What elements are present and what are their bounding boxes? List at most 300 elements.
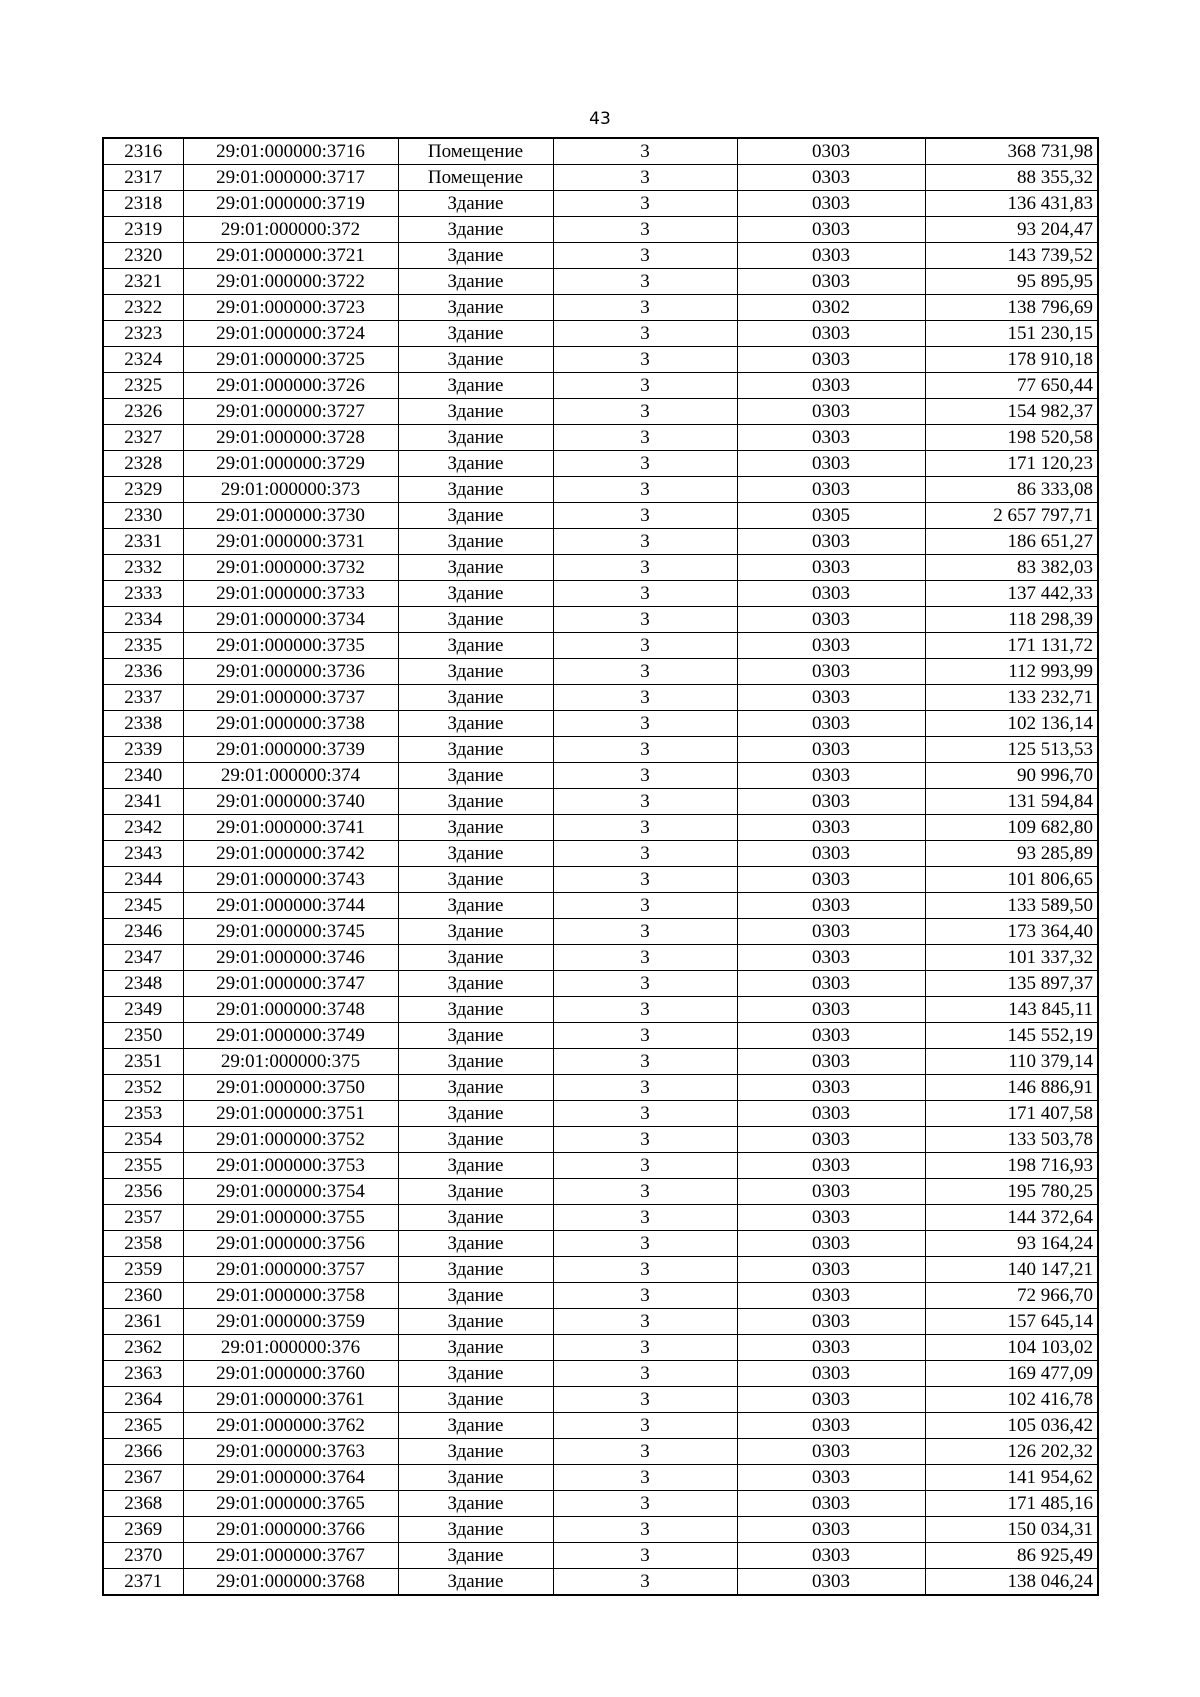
cadastral-number-cell: 29:01:000000:3748 — [183, 997, 398, 1023]
cadastral-number-cell: 29:01:000000:3742 — [183, 841, 398, 867]
cadastral-number-cell: 29:01:000000:3724 — [183, 321, 398, 347]
cadastral-value-cell: 171 120,23 — [925, 451, 1098, 477]
group-cell: 3 — [553, 1257, 737, 1283]
cadastral-value-cell: 144 372,64 — [925, 1205, 1098, 1231]
code-cell: 0303 — [737, 1179, 925, 1205]
object-type-cell: Помещение — [398, 165, 553, 191]
group-cell: 3 — [553, 1413, 737, 1439]
cadastral-number-cell: 29:01:000000:3719 — [183, 191, 398, 217]
row-number-cell: 2319 — [103, 217, 183, 243]
object-type-cell: Здание — [398, 1049, 553, 1075]
table-row — [103, 737, 1098, 763]
table-row — [103, 1439, 1098, 1465]
cadastral-value-cell: 154 982,37 — [925, 399, 1098, 425]
group-cell: 3 — [553, 633, 737, 659]
group-cell: 3 — [553, 945, 737, 971]
group-cell: 3 — [553, 451, 737, 477]
row-number-cell: 2320 — [103, 243, 183, 269]
table-row — [103, 425, 1098, 451]
row-number-cell: 2336 — [103, 659, 183, 685]
group-cell: 3 — [553, 607, 737, 633]
cadastral-value-cell: 83 382,03 — [925, 555, 1098, 581]
object-type-cell: Здание — [398, 763, 553, 789]
cadastral-number-cell: 29:01:000000:3747 — [183, 971, 398, 997]
cadastral-value-cell: 125 513,53 — [925, 737, 1098, 763]
cadastral-number-cell: 29:01:000000:3722 — [183, 269, 398, 295]
code-cell: 0303 — [737, 919, 925, 945]
code-cell: 0305 — [737, 503, 925, 529]
object-type-cell: Здание — [398, 581, 553, 607]
code-cell: 0303 — [737, 1491, 925, 1517]
cadastral-value-cell: 90 996,70 — [925, 763, 1098, 789]
cadastral-value-cell: 133 232,71 — [925, 685, 1098, 711]
row-number-cell: 2348 — [103, 971, 183, 997]
row-number-cell: 2321 — [103, 269, 183, 295]
cadastral-value-cell: 112 993,99 — [925, 659, 1098, 685]
group-cell: 3 — [553, 165, 737, 191]
cadastral-number-cell: 29:01:000000:3729 — [183, 451, 398, 477]
group-cell: 3 — [553, 373, 737, 399]
cadastral-number-cell: 29:01:000000:3732 — [183, 555, 398, 581]
code-cell: 0303 — [737, 1543, 925, 1569]
table-row — [103, 503, 1098, 529]
cadastral-number-cell: 29:01:000000:3739 — [183, 737, 398, 763]
group-cell: 3 — [553, 425, 737, 451]
object-type-cell: Здание — [398, 841, 553, 867]
row-number-cell: 2318 — [103, 191, 183, 217]
code-cell: 0303 — [737, 1283, 925, 1309]
row-number-cell: 2333 — [103, 581, 183, 607]
object-type-cell: Здание — [398, 399, 553, 425]
cadastral-number-cell: 29:01:000000:3767 — [183, 1543, 398, 1569]
cadastral-number-cell: 29:01:000000:3736 — [183, 659, 398, 685]
cadastral-number-cell: 29:01:000000:3764 — [183, 1465, 398, 1491]
cadastral-number-cell: 29:01:000000:3758 — [183, 1283, 398, 1309]
object-type-cell: Здание — [398, 321, 553, 347]
table-row — [103, 1517, 1098, 1543]
object-type-cell: Здание — [398, 295, 553, 321]
code-cell: 0303 — [737, 1205, 925, 1231]
object-type-cell: Здание — [398, 919, 553, 945]
group-cell: 3 — [553, 295, 737, 321]
cadastral-value-cell: 101 337,32 — [925, 945, 1098, 971]
row-number-cell: 2371 — [103, 1569, 183, 1596]
code-cell: 0303 — [737, 607, 925, 633]
group-cell: 3 — [553, 1309, 737, 1335]
group-cell: 3 — [553, 1127, 737, 1153]
group-cell: 3 — [553, 1387, 737, 1413]
table-row — [103, 477, 1098, 503]
code-cell: 0303 — [737, 347, 925, 373]
cadastral-value-cell: 77 650,44 — [925, 373, 1098, 399]
row-number-cell: 2330 — [103, 503, 183, 529]
cadastral-number-cell: 29:01:000000:3740 — [183, 789, 398, 815]
cadastral-number-cell: 29:01:000000:376 — [183, 1335, 398, 1361]
cadastral-number-cell: 29:01:000000:3741 — [183, 815, 398, 841]
table-row — [103, 1387, 1098, 1413]
object-type-cell: Здание — [398, 1257, 553, 1283]
group-cell: 3 — [553, 1101, 737, 1127]
code-cell: 0303 — [737, 711, 925, 737]
group-cell: 3 — [553, 503, 737, 529]
object-type-cell: Здание — [398, 1439, 553, 1465]
cadastral-value-cell: 137 442,33 — [925, 581, 1098, 607]
code-cell: 0303 — [737, 971, 925, 997]
code-cell: 0303 — [737, 1049, 925, 1075]
cadastral-value-cell: 101 806,65 — [925, 867, 1098, 893]
row-number-cell: 2368 — [103, 1491, 183, 1517]
code-cell: 0303 — [737, 1517, 925, 1543]
object-type-cell: Здание — [398, 1413, 553, 1439]
object-type-cell: Здание — [398, 685, 553, 711]
row-number-cell: 2355 — [103, 1153, 183, 1179]
code-cell: 0303 — [737, 867, 925, 893]
object-type-cell: Здание — [398, 1127, 553, 1153]
code-cell: 0303 — [737, 373, 925, 399]
group-cell: 3 — [553, 841, 737, 867]
object-type-cell: Здание — [398, 477, 553, 503]
row-number-cell: 2370 — [103, 1543, 183, 1569]
cadastral-number-cell: 29:01:000000:3721 — [183, 243, 398, 269]
object-type-cell: Здание — [398, 815, 553, 841]
table-row — [103, 347, 1098, 373]
cadastral-number-cell: 29:01:000000:3716 — [183, 138, 398, 165]
row-number-cell: 2345 — [103, 893, 183, 919]
cadastral-number-cell: 29:01:000000:3717 — [183, 165, 398, 191]
code-cell: 0303 — [737, 1439, 925, 1465]
row-number-cell: 2341 — [103, 789, 183, 815]
code-cell: 0303 — [737, 737, 925, 763]
row-number-cell: 2346 — [103, 919, 183, 945]
row-number-cell: 2334 — [103, 607, 183, 633]
cadastral-value-cell: 178 910,18 — [925, 347, 1098, 373]
object-type-cell: Здание — [398, 1179, 553, 1205]
cadastral-number-cell: 29:01:000000:375 — [183, 1049, 398, 1075]
object-type-cell: Здание — [398, 1075, 553, 1101]
row-number-cell: 2360 — [103, 1283, 183, 1309]
row-number-cell: 2364 — [103, 1387, 183, 1413]
cadastral-value-cell: 105 036,42 — [925, 1413, 1098, 1439]
table-row — [103, 1309, 1098, 1335]
cadastral-value-cell: 93 164,24 — [925, 1231, 1098, 1257]
cadastral-number-cell: 29:01:000000:3726 — [183, 373, 398, 399]
row-number-cell: 2329 — [103, 477, 183, 503]
object-type-cell: Здание — [398, 893, 553, 919]
code-cell: 0303 — [737, 399, 925, 425]
object-type-cell: Здание — [398, 659, 553, 685]
row-number-cell: 2328 — [103, 451, 183, 477]
cadastral-value-cell: 143 845,11 — [925, 997, 1098, 1023]
table-row — [103, 1491, 1098, 1517]
table-row — [103, 295, 1098, 321]
cadastral-value-cell: 102 136,14 — [925, 711, 1098, 737]
object-type-cell: Здание — [398, 1231, 553, 1257]
table-row — [103, 607, 1098, 633]
cadastral-number-cell: 29:01:000000:3745 — [183, 919, 398, 945]
group-cell: 3 — [553, 581, 737, 607]
cadastral-value-cell: 95 895,95 — [925, 269, 1098, 295]
table-row — [103, 945, 1098, 971]
object-type-cell: Здание — [398, 373, 553, 399]
group-cell: 3 — [553, 269, 737, 295]
code-cell: 0303 — [737, 1101, 925, 1127]
group-cell: 3 — [553, 1517, 737, 1543]
table-row — [103, 1153, 1098, 1179]
object-type-cell: Здание — [398, 503, 553, 529]
row-number-cell: 2367 — [103, 1465, 183, 1491]
cadastral-value-cell: 171 131,72 — [925, 633, 1098, 659]
cadastral-number-cell: 29:01:000000:3768 — [183, 1569, 398, 1596]
cadastral-value-cell: 104 103,02 — [925, 1335, 1098, 1361]
table-row — [103, 659, 1098, 685]
group-cell: 3 — [553, 138, 737, 165]
code-cell: 0303 — [737, 1257, 925, 1283]
object-type-cell: Здание — [398, 243, 553, 269]
object-type-cell: Здание — [398, 1465, 553, 1491]
object-type-cell: Здание — [398, 1361, 553, 1387]
cadastral-value-cell: 133 503,78 — [925, 1127, 1098, 1153]
cadastral-number-cell: 29:01:000000:3743 — [183, 867, 398, 893]
group-cell: 3 — [553, 347, 737, 373]
code-cell: 0303 — [737, 815, 925, 841]
object-type-cell: Здание — [398, 789, 553, 815]
row-number-cell: 2317 — [103, 165, 183, 191]
group-cell: 3 — [553, 659, 737, 685]
table-row — [103, 1023, 1098, 1049]
table-row — [103, 841, 1098, 867]
row-number-cell: 2349 — [103, 997, 183, 1023]
registry-table-body — [103, 138, 1098, 1595]
cadastral-value-cell: 93 204,47 — [925, 217, 1098, 243]
object-type-cell: Здание — [398, 1569, 553, 1596]
table-row — [103, 1283, 1098, 1309]
object-type-cell: Здание — [398, 1309, 553, 1335]
table-row — [103, 789, 1098, 815]
group-cell: 3 — [553, 919, 737, 945]
cadastral-value-cell: 126 202,32 — [925, 1439, 1098, 1465]
code-cell: 0303 — [737, 477, 925, 503]
code-cell: 0303 — [737, 1465, 925, 1491]
row-number-cell: 2365 — [103, 1413, 183, 1439]
cadastral-value-cell: 368 731,98 — [925, 138, 1098, 165]
table-row — [103, 555, 1098, 581]
table-row — [103, 243, 1098, 269]
object-type-cell: Здание — [398, 711, 553, 737]
row-number-cell: 2335 — [103, 633, 183, 659]
group-cell: 3 — [553, 867, 737, 893]
table-row — [103, 815, 1098, 841]
group-cell: 3 — [553, 1153, 737, 1179]
object-type-cell: Здание — [398, 1517, 553, 1543]
code-cell: 0303 — [737, 425, 925, 451]
row-number-cell: 2322 — [103, 295, 183, 321]
code-cell: 0303 — [737, 945, 925, 971]
cadastral-number-cell: 29:01:000000:3753 — [183, 1153, 398, 1179]
cadastral-value-cell: 146 886,91 — [925, 1075, 1098, 1101]
group-cell: 3 — [553, 737, 737, 763]
row-number-cell: 2344 — [103, 867, 183, 893]
group-cell: 3 — [553, 1075, 737, 1101]
cadastral-number-cell: 29:01:000000:3738 — [183, 711, 398, 737]
row-number-cell: 2347 — [103, 945, 183, 971]
cadastral-value-cell: 136 431,83 — [925, 191, 1098, 217]
object-type-cell: Здание — [398, 1335, 553, 1361]
table-row — [103, 165, 1098, 191]
code-cell: 0303 — [737, 217, 925, 243]
cadastral-number-cell: 29:01:000000:3723 — [183, 295, 398, 321]
row-number-cell: 2354 — [103, 1127, 183, 1153]
table-row — [103, 971, 1098, 997]
code-cell: 0303 — [737, 1153, 925, 1179]
code-cell: 0303 — [737, 1075, 925, 1101]
object-type-cell: Здание — [398, 347, 553, 373]
table-row — [103, 1569, 1098, 1596]
cadastral-value-cell: 198 520,58 — [925, 425, 1098, 451]
row-number-cell: 2366 — [103, 1439, 183, 1465]
table-row — [103, 711, 1098, 737]
code-cell: 0303 — [737, 1023, 925, 1049]
group-cell: 3 — [553, 685, 737, 711]
cadastral-value-cell: 171 407,58 — [925, 1101, 1098, 1127]
group-cell: 3 — [553, 1569, 737, 1596]
table-row — [103, 1543, 1098, 1569]
code-cell: 0303 — [737, 1387, 925, 1413]
cadastral-number-cell: 29:01:000000:3746 — [183, 945, 398, 971]
table-row — [103, 633, 1098, 659]
object-type-cell: Здание — [398, 1491, 553, 1517]
cadastral-number-cell: 29:01:000000:373 — [183, 477, 398, 503]
object-type-cell: Здание — [398, 1205, 553, 1231]
code-cell: 0303 — [737, 997, 925, 1023]
group-cell: 3 — [553, 217, 737, 243]
code-cell: 0303 — [737, 763, 925, 789]
group-cell: 3 — [553, 477, 737, 503]
cadastral-number-cell: 29:01:000000:3763 — [183, 1439, 398, 1465]
group-cell: 3 — [553, 971, 737, 997]
code-cell: 0303 — [737, 841, 925, 867]
cadastral-value-cell: 173 364,40 — [925, 919, 1098, 945]
group-cell: 3 — [553, 815, 737, 841]
cadastral-number-cell: 29:01:000000:372 — [183, 217, 398, 243]
cadastral-value-cell: 151 230,15 — [925, 321, 1098, 347]
row-number-cell: 2337 — [103, 685, 183, 711]
group-cell: 3 — [553, 1283, 737, 1309]
cadastral-number-cell: 29:01:000000:3760 — [183, 1361, 398, 1387]
table-row — [103, 685, 1098, 711]
row-number-cell: 2342 — [103, 815, 183, 841]
object-type-cell: Здание — [398, 737, 553, 763]
row-number-cell: 2362 — [103, 1335, 183, 1361]
cadastral-number-cell: 29:01:000000:3730 — [183, 503, 398, 529]
object-type-cell: Здание — [398, 1283, 553, 1309]
table-row — [103, 1465, 1098, 1491]
cadastral-value-cell: 143 739,52 — [925, 243, 1098, 269]
row-number-cell: 2350 — [103, 1023, 183, 1049]
cadastral-number-cell: 29:01:000000:3755 — [183, 1205, 398, 1231]
table-row — [103, 997, 1098, 1023]
code-cell: 0303 — [737, 321, 925, 347]
cadastral-value-cell: 140 147,21 — [925, 1257, 1098, 1283]
cadastral-value-cell: 133 589,50 — [925, 893, 1098, 919]
cadastral-number-cell: 29:01:000000:3754 — [183, 1179, 398, 1205]
cadastral-value-cell: 138 796,69 — [925, 295, 1098, 321]
table-row — [103, 1335, 1098, 1361]
object-type-cell: Здание — [398, 633, 553, 659]
row-number-cell: 2332 — [103, 555, 183, 581]
group-cell: 3 — [553, 789, 737, 815]
cadastral-value-cell: 141 954,62 — [925, 1465, 1098, 1491]
table-row — [103, 1231, 1098, 1257]
code-cell: 0303 — [737, 1335, 925, 1361]
cadastral-value-cell: 150 034,31 — [925, 1517, 1098, 1543]
group-cell: 3 — [553, 399, 737, 425]
group-cell: 3 — [553, 1049, 737, 1075]
code-cell: 0303 — [737, 1309, 925, 1335]
table-row — [103, 1205, 1098, 1231]
code-cell: 0303 — [737, 191, 925, 217]
cadastral-value-cell: 195 780,25 — [925, 1179, 1098, 1205]
group-cell: 3 — [553, 529, 737, 555]
group-cell: 3 — [553, 1205, 737, 1231]
code-cell: 0302 — [737, 295, 925, 321]
cadastral-number-cell: 29:01:000000:3725 — [183, 347, 398, 373]
object-type-cell: Здание — [398, 555, 553, 581]
table-row — [103, 1257, 1098, 1283]
cadastral-number-cell: 29:01:000000:3733 — [183, 581, 398, 607]
object-type-cell: Здание — [398, 425, 553, 451]
cadastral-number-cell: 29:01:000000:3734 — [183, 607, 398, 633]
object-type-cell: Здание — [398, 867, 553, 893]
cadastral-value-cell: 131 594,84 — [925, 789, 1098, 815]
cadastral-number-cell: 29:01:000000:3737 — [183, 685, 398, 711]
table-row — [103, 893, 1098, 919]
row-number-cell: 2325 — [103, 373, 183, 399]
cadastral-number-cell: 29:01:000000:3757 — [183, 1257, 398, 1283]
table-row — [103, 138, 1098, 165]
table-row — [103, 373, 1098, 399]
cadastral-value-cell: 186 651,27 — [925, 529, 1098, 555]
group-cell: 3 — [553, 321, 737, 347]
code-cell: 0303 — [737, 555, 925, 581]
cadastral-number-cell: 29:01:000000:374 — [183, 763, 398, 789]
row-number-cell: 2327 — [103, 425, 183, 451]
row-number-cell: 2352 — [103, 1075, 183, 1101]
cadastral-number-cell: 29:01:000000:3756 — [183, 1231, 398, 1257]
code-cell: 0303 — [737, 138, 925, 165]
group-cell: 3 — [553, 1465, 737, 1491]
cadastral-value-cell: 138 046,24 — [925, 1569, 1098, 1596]
row-number-cell: 2323 — [103, 321, 183, 347]
cadastral-number-cell: 29:01:000000:3751 — [183, 1101, 398, 1127]
table-row — [103, 763, 1098, 789]
table-row — [103, 1179, 1098, 1205]
row-number-cell: 2338 — [103, 711, 183, 737]
cadastral-number-cell: 29:01:000000:3766 — [183, 1517, 398, 1543]
cadastral-value-cell: 169 477,09 — [925, 1361, 1098, 1387]
table-row — [103, 919, 1098, 945]
table-row — [103, 529, 1098, 555]
row-number-cell: 2340 — [103, 763, 183, 789]
table-row — [103, 191, 1098, 217]
cadastral-value-cell: 88 355,32 — [925, 165, 1098, 191]
group-cell: 3 — [553, 711, 737, 737]
cadastral-number-cell: 29:01:000000:3727 — [183, 399, 398, 425]
cadastral-value-cell: 86 333,08 — [925, 477, 1098, 503]
object-type-cell: Здание — [398, 269, 553, 295]
group-cell: 3 — [553, 1023, 737, 1049]
object-type-cell: Здание — [398, 217, 553, 243]
group-cell: 3 — [553, 1361, 737, 1387]
